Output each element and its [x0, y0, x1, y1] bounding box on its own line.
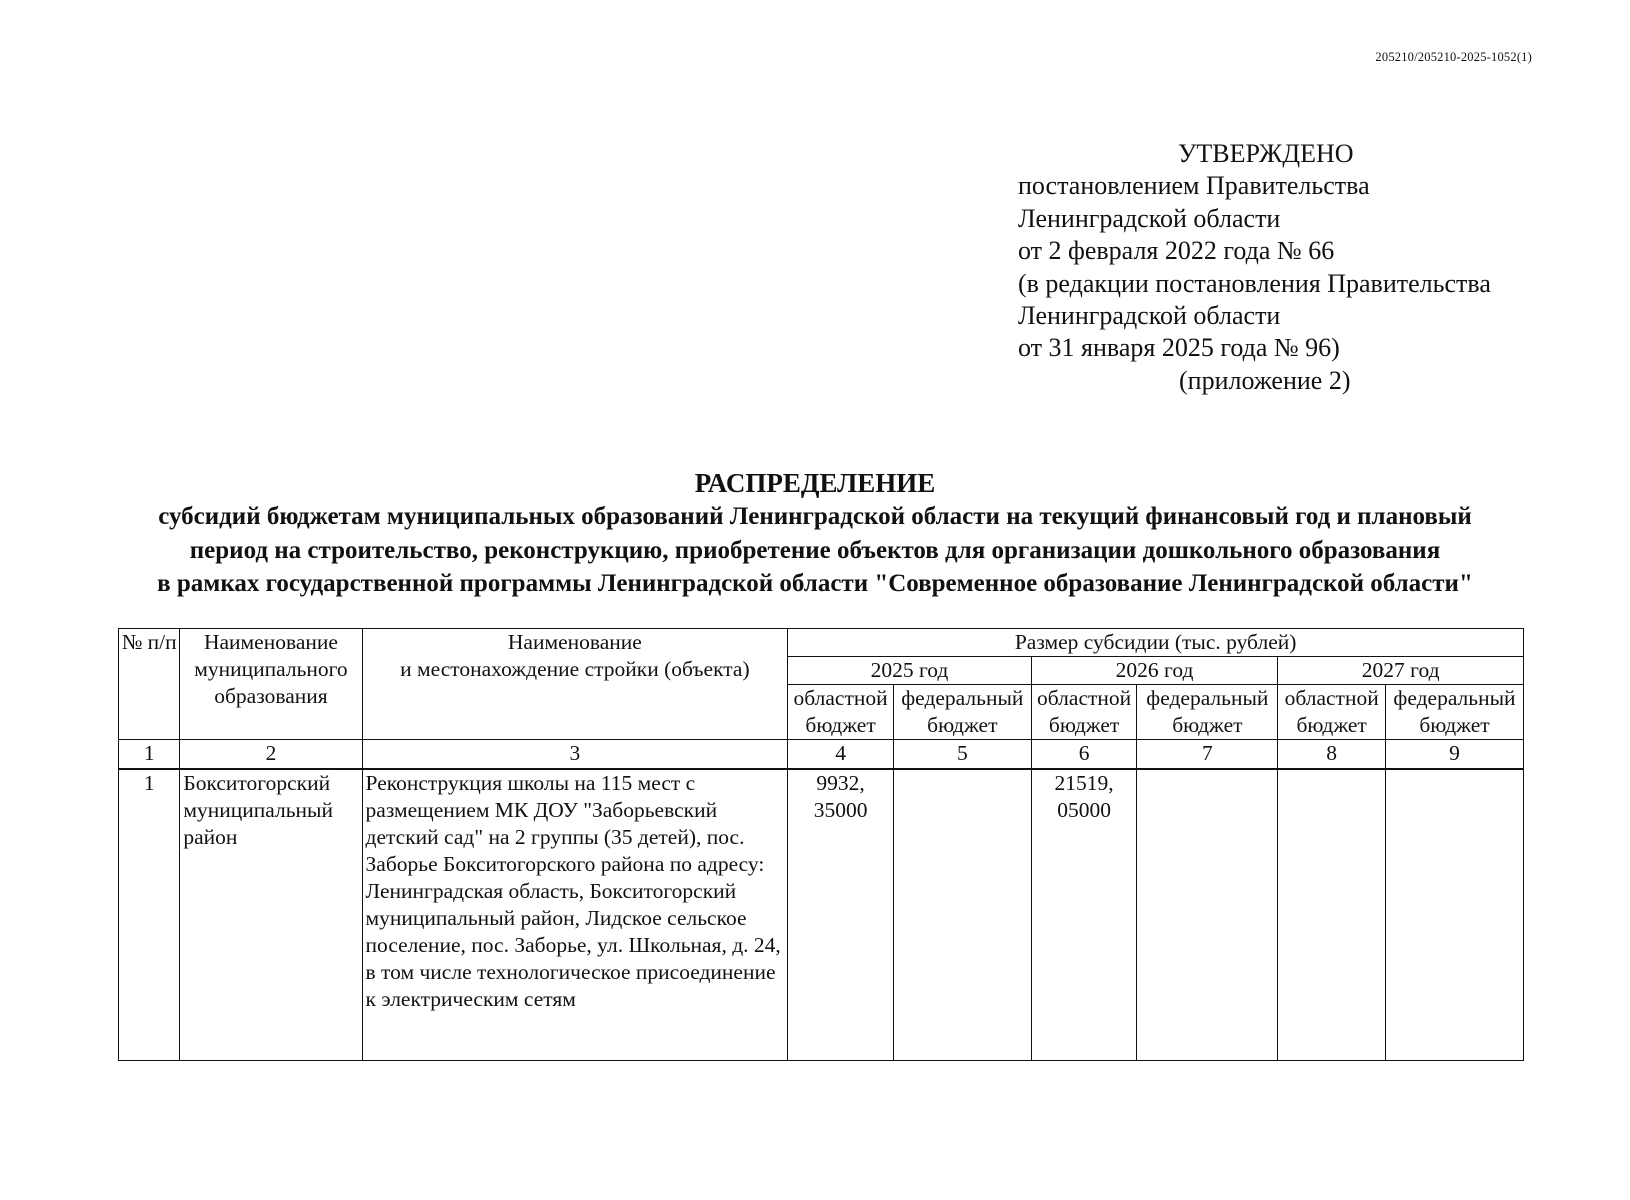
document-id: 205210/205210-2025-1052(1) — [1375, 50, 1532, 64]
subsidy-distribution-table — [118, 628, 1524, 1061]
row-object: Реконструкция школы на 115 мест с размещением МК ДОУ "Заборьевский детский сад" на 2 группы (35 детей), пос. Заборье Бокситогорского района по адресу: Ленинградская область, Бокситогорский муниципальный район, Лидское сельское поселение, пос. Заборье, ул. Школьная, д. 24, в том числе технологическое присоединение к электрическим сетям — [362, 769, 788, 1061]
header-object — [362, 629, 788, 740]
document-subtitle-line: период на строительство, реконструкцию, приобретение объектов для организации дошкольного образования — [189, 536, 1441, 564]
column-number: 8 — [1278, 740, 1386, 770]
row-2027-federal — [1385, 769, 1523, 1061]
row-2025-federal — [893, 769, 1031, 1061]
approval-stamp — [1018, 138, 1558, 397]
row-2026-federal — [1137, 769, 1278, 1061]
approval-line: постановлением Правительства — [1018, 171, 1370, 201]
header-budget-federal: федеральный бюджет — [893, 685, 1031, 740]
header-budget-federal: федеральный бюджет — [1385, 685, 1523, 740]
header-year: 2027 год — [1278, 657, 1524, 685]
document-heading: РАСПРЕДЕЛЕНИЕ — [694, 468, 936, 498]
approval-appendix: (приложение 2) — [1179, 365, 1351, 395]
document-subtitle-line: субсидий бюджетам муниципальных образований Ленинградской области на текущий финансовый год и плановый — [158, 503, 1472, 530]
header-budget-regional: областной бюджет — [1031, 685, 1137, 740]
column-number: 7 — [1137, 740, 1278, 770]
header-object-line: и местонахождение стройки (объекта) — [400, 657, 750, 681]
column-number: 1 — [119, 740, 180, 770]
column-number: 4 — [788, 740, 894, 770]
column-number: 9 — [1385, 740, 1523, 770]
header-year: 2026 год — [1031, 657, 1278, 685]
row-num: 1 — [119, 769, 180, 1061]
table-row — [119, 769, 1524, 1061]
header-year: 2025 год — [788, 657, 1032, 685]
approval-line: Ленинградской области — [1018, 203, 1281, 233]
header-budget-regional: областной бюджет — [1278, 685, 1386, 740]
document-subtitle-line: в рамках государственной программы Ленинградской области "Современное образование Ленинградской области" — [157, 570, 1473, 597]
approval-line: Ленинградской области — [1018, 301, 1281, 331]
approval-line: от 31 января 2025 года № 96) — [1018, 333, 1340, 363]
header-budget-regional: областной бюджет — [788, 685, 894, 740]
header-object-line: Наименование — [507, 630, 642, 654]
header-subsidy-size: Размер субсидии (тыс. рублей) — [788, 629, 1524, 657]
column-number: 5 — [893, 740, 1031, 770]
row-2027-regional — [1278, 769, 1386, 1061]
column-number: 6 — [1031, 740, 1137, 770]
row-2026-regional: 21519, 05000 — [1031, 769, 1137, 1061]
row-municipality: Бокситогорский муниципальный район — [180, 769, 362, 1061]
column-number: 3 — [362, 740, 788, 770]
approval-title: УТВЕРЖДЕНО — [1178, 139, 1354, 168]
header-municipality: Наименование муниципального образования — [180, 629, 362, 740]
column-number: 2 — [180, 740, 362, 770]
approval-line: (в редакции постановления Правительства — [1018, 268, 1491, 298]
header-budget-federal: федеральный бюджет — [1137, 685, 1278, 740]
document-title-block — [0, 466, 1630, 601]
approval-line: от 2 февраля 2022 года № 66 — [1018, 236, 1335, 266]
header-num: № п/п — [119, 629, 180, 740]
row-2025-regional: 9932, 35000 — [788, 769, 894, 1061]
